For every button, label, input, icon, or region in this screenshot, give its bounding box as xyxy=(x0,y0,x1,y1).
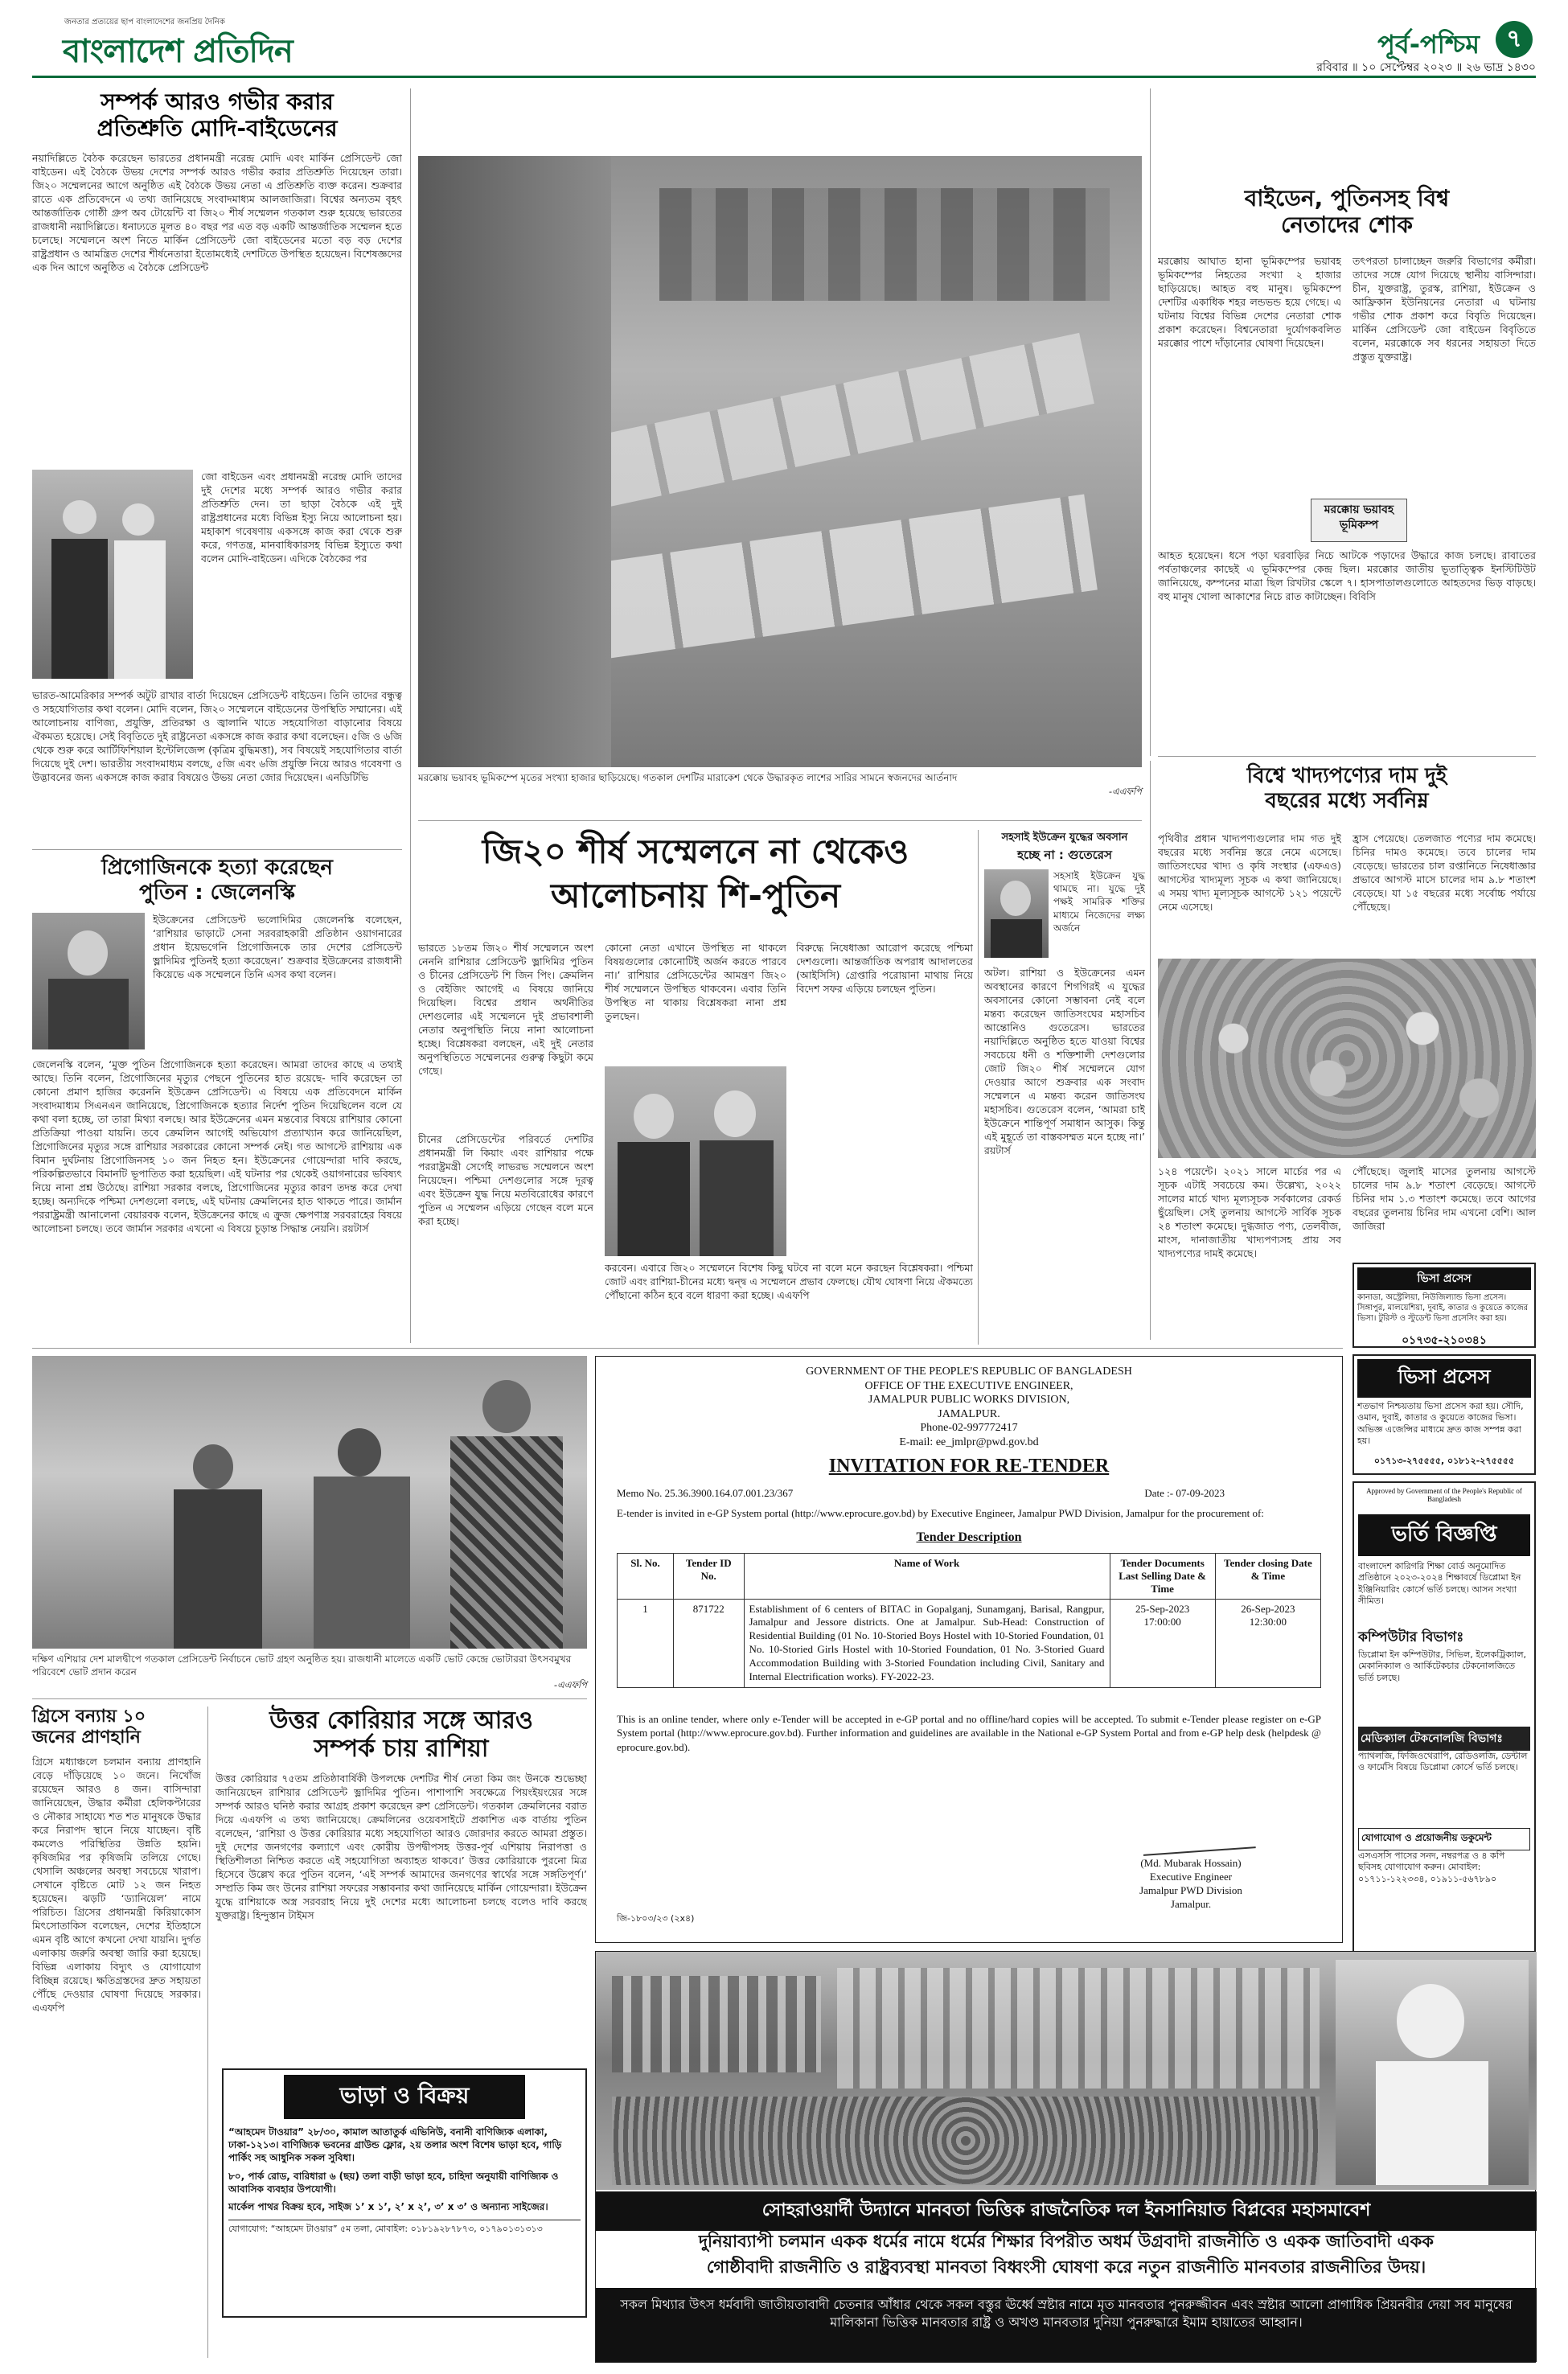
masthead-tagline: জনতার প্রত্যয়ের ছাপ বাংলাদেশের জনপ্রিয় দৈনিক xyxy=(64,18,225,27)
story-guterres xyxy=(984,830,1145,1345)
story-body-2: জো বাইডেন এবং প্রধানমন্ত্রী নরেন্দ্র মোদি তাদের দুই দেশের মধ্যে সম্পর্ক আরও গভীর করার প্রতিশ্রুতি দেন। তা ছাড়া বৈঠকে এই দুই রাষ্ট্রপ্রধানের মধ্যে বিভিন্ন ইস্যু নিয়ে আলোচনা হয়। মহাকাশ গবেষণায় একসঙ্গে কাজ করা থেকে শুরু করে, গণতন্ত্র, মানবাধিকারসহ বিভিন্ন ইস্যুতে কথা বলেন মোদি-বাইডেন। এদিকে বৈঠকের পর xyxy=(201,470,402,565)
story-body-2: হ্রাস পেয়েছে। তেলজাত পণ্যের দাম কমেছে। চিনির দামও কমেছে। তবে চালের দাম বেড়েছে। ভারতের চাল রপ্তানিতে নিষেধাজ্ঞার প্রভাবে আগস্ট মাসে চালের দাম ৯.৮ শতাংশ বেড়েছে। যা ১৫ বছরের মধ্যে সর্বোচ্চ পর্যায়ে পৌঁছেছে। xyxy=(1353,832,1536,913)
story-kicker: সহসাই ইউক্রেন যুদ্ধের অবসান xyxy=(1001,832,1128,844)
cell-sell xyxy=(1110,1599,1215,1687)
morocco-earthquake-photo xyxy=(418,156,1142,767)
headline-line-2: নেতাদের শোক xyxy=(1281,212,1413,239)
story-modi-biden xyxy=(32,88,402,844)
story-body-1: সহসাই ইউক্রেন যুদ্ধ থামছে না। যুদ্ধে দুই পক্ষই সামরিক শক্তির মাধ্যমে নিজেদের লক্ষ্য অর্জনে xyxy=(1053,869,1145,934)
cell-id: 871722 xyxy=(674,1599,745,1687)
newspaper-logo: বাংলাদেশ প্রতিদিন xyxy=(63,33,293,70)
story-body-1: মরক্কোয় আঘাত হানা ভূমিকম্পের ভয়াবহ ভূমিকম্পের নিহতের সংখ্যা ২ হাজার ছাড়িয়েছে। আহত বহু মানুষ। ভূমিকম্পে দেশটির একাধিক শহর লন্ডভন্ড হয়ে গেছে। এ ঘটনায় বিশ্বের বিভিন্ন দেশের নেতারা শোক প্রকাশ করেছেন। বিশ্বনেতারা দুর্যোগকবলিত মরক্কোর পাশে দাঁড়ানোর ঘোষণা দিয়েছেন। xyxy=(1158,255,1341,349)
column-rule xyxy=(1150,88,1151,756)
cell-sl: 1 xyxy=(618,1599,674,1687)
ad-item-1: “আহমেদ টাওয়ার” ২৮/৩০, কামাল আতাতুর্ক এভিনিউ, বনানী বাণিজ্যিক এলাকা, ঢাকা-১২১৩। বাণিজ্যিক ভবনের গ্রাউন্ড ফ্লোর, ২য় তলার অংশ বিশেষ ভাড়া হবে, গাড়ি পার্কিং সহ আধুনিক সকল সুবিধা। xyxy=(228,2126,562,2164)
ad-item-2: ৮০, পার্ক রোড, বারিধারা ৬ (ছয়) তলা বাড়ী ভাড়া হবে, চাহিদা অনুযায়ী বাণিজ্যিক ও আবাসিক ব্যবহার উপযোগী। xyxy=(228,2170,559,2195)
story-body-1: নয়াদিল্লিতে বৈঠক করেছেন ভারতের প্রধানমন্ত্রী নরেন্দ্র মোদি এবং মার্কিন প্রেসিডেন্ট জো বাইডেন। এই বৈঠকে উভয় দেশের সম্পর্ক আরও গভীর করার প্রতিশ্রুতি দিয়েছেন তারা। জি২০ সম্মেলনের আগে অনুষ্ঠিত এই বৈঠকে উভয় নেতা এ প্রতিশ্রুতি ব্যক্ত করেন। শুক্রবার রাতে এক প্রতিবেদনে এ তথ্য জানিয়েছে সংবাদমাধ্যম আলজাজিরা। বিশ্বের অন্যতম বৃহৎ আন্তর্জাতিক গোষ্ঠী গ্রুপ অব টোয়েন্টি বা জি২০ শীর্ষ সম্মেলন গতকাল শুরু হয়েছে ভারতের রাজধানী নয়াদিল্লিতে। ধনাঢ্যতে মূলত ৪০ বছর পর এত বড় একটি আন্তর্জাতিক সম্মেলন হতে চলেছে। সম্মেলনে অংশ নিতে মার্কিন প্রেসিডেন্ট জো বাইডেনের মতো বড় বড় দেশের রাষ্ট্রপ্রধান ও আমন্ত্রিত দেশের শীর্ষনেতারা ইতোমধ্যেই দেশটিতে উপস্থিত হয়েছেন। বিশেষজ্ঞদের এক দিন আগে অনুষ্ঠিত এ বৈঠকে প্রেসিডেন্ট xyxy=(32,152,402,274)
maldives-election-photo xyxy=(32,1356,587,1649)
tender-signature xyxy=(1078,1857,1303,1912)
tender-gov-line-1: GOVERNMENT OF THE PEOPLE'S REPUBLIC OF BANGLADESH xyxy=(806,1366,1132,1378)
tender-table-header xyxy=(618,1553,1321,1599)
tender-desc-title: Tender Description xyxy=(916,1530,1022,1544)
tender-note: This is an online tender, where only e-Tender will be accepted in e-GP portal and no offline/hard copies will be accepted. To submit e-Tender please register on e-GP System portal (http://www.eprocure.gov.bd). Further information and guidelines are available in the National e-GP System Portal and from e-GP help desk (helpdesk @ eprocure.gov.bd). xyxy=(617,1712,1321,1753)
ad-contact: যোগাযোগ: “আহমেদ টাওয়ার” ৫ম তলা, মোবাইল: ০১৮১৯২৮৭৮৭৩, ০১৭৯০১৩১৩১৩ xyxy=(228,2220,581,2235)
guterres-photo xyxy=(984,869,1049,958)
ad-title: ভাড়া ও বিক্রয় xyxy=(284,2075,525,2119)
section-name: পূর্ব-পশ্চিম xyxy=(1377,29,1480,60)
ad-item-3: মার্কেল পাথর বিক্রয় হবে, সাইজ ১’ x ১’, ২’ x ২’, ৩’ x ৩’ ও অন্যান্য সাইজের। xyxy=(228,2200,548,2212)
banner-ad xyxy=(595,1951,1536,2363)
story-body: গ্রিসে মধ্যাঞ্চলে চলমান বন্যায় প্রাণহানি বেড়ে দাঁড়িয়েছে ১০ জনে। নিখোঁজ রয়েছেন আরও ৪ জন। বাসিন্দারা জানিয়েছেন, উদ্ধার কর্মীরা হেলিকপ্টারের ও নৌকার সাহায্যে শত শত মানুষকে উদ্ধার করে নিরাপদ স্থানে নিয়ে যাচ্ছেন। বৃষ্টি কমলেও পরিস্থিতির উন্নতি হয়নি। কৃষিজমির পর কৃষিজমি তলিয়ে গেছে। থেসালি অঞ্চলের অবস্থা সবচেয়ে খারাপ। সেখানে বৃষ্টিতে মোট ১২ জন নিহত হয়েছেন। ঝড়টি ‘ড্যানিয়েল’ নামে পরিচিত। গ্রিসের প্রধানমন্ত্রী কিরিয়াকোস মিৎসোতাকিস বলেছেন, দেশের ইতিহাসে এমন বৃষ্টি আগে কখনো দেখা যায়নি। দুর্গত এলাকায় জরুরি অবস্থা জারি করা হয়েছে। বিভিন্ন এলাকায় বিদ্যুৎ ও যোগাযোগ বিচ্ছিন্ন রয়েছে। ক্ষতিগ্রস্তদের দ্রুত সহায়তা পৌঁছে দেওয়ার ঘোষণা দিয়েছে সরকার। এএফপি xyxy=(32,1755,201,2014)
header-id: Tender ID No. xyxy=(674,1553,745,1599)
rally-photo-collage xyxy=(596,1952,1537,2190)
tender-date: Date :- 07-09-2023 xyxy=(1144,1487,1225,1499)
column-rule xyxy=(978,830,979,1345)
header-work: Name of Work xyxy=(744,1553,1110,1599)
story-body-4: পৌঁছেছে। জুলাই মাসের তুলনায় আগস্টে চালের দাম ৯.৮ শতাংশ বেড়েছে। আগস্টে চিনির দাম ১.৩ শতাংশ কমেছে। তবে আগের বছরের তুলনায় চিনির দাম এখনো বেশি। আল জাজিরা xyxy=(1353,1165,1536,1232)
tender-gov-line-3: JAMALPUR PUBLIC WORKS DIVISION, xyxy=(868,1394,1070,1406)
cell-close xyxy=(1215,1599,1320,1687)
divider xyxy=(418,820,1142,821)
signatory-office: Jamalpur PWD Division xyxy=(1139,1883,1242,1896)
tender-gd-no: জি-১৮০৩/২৩ (২x৪) xyxy=(617,1913,695,1924)
story-body-3: আহত হয়েছেন। ধসে পড়া ঘরবাড়ির নিচে আটকে পড়াদের উদ্ধারে কাজ চলছে। রাবাতের পর্বতাঞ্চলের কাছেই এ ভূমিকম্পের কেন্দ্র ছিল। মরক্কোর জাতীয় ভূতাত্ত্বিক ইনস্টিটিউট জানিয়েছে, কম্পনের মাত্রা ছিল রিখটার স্কেলে ৭। হাসপাতালগুলোতে আহতদের ভিড় বাড়ছে। বহু মানুষ খোলা আকাশের নিচে রাত কাটাচ্ছেন। বিবিসি xyxy=(1158,549,1536,602)
page-number: ৭ xyxy=(1496,21,1533,58)
morocco-photo-block xyxy=(418,156,1142,815)
tender-title: INVITATION FOR RE-TENDER xyxy=(828,1456,1110,1477)
photo-caption: মরক্কোয় ভয়াবহ ভূমিকম্পে মৃতের সংখ্যা হাজার ছাড়িয়েছে। গতকাল দেশটির মারাকেশ থেকে উদ্ধারকৃত লাশের সারির সামনে স্বজনদের আর্তনাদ xyxy=(418,772,958,783)
close-time: 12:30:00 xyxy=(1249,1615,1287,1628)
story-body-2: অটল। রাশিয়া ও ইউক্রেনের এমন অবস্থানের কারণে শিগগিরই এ যুদ্ধের অবসানের কোনো সম্ভাবনা নেই বলে মন্তব্য করেছেন জাতিসংঘের মহাসচিব আন্তোনিও গুতেরেস। ভারতের নয়াদিল্লিতে অনুষ্ঠিত হতে যাওয়া বিশ্বের সবচেয়ে ধনী ও শক্তিশালী দেশগুলোর জোট জি২০ শীর্ষ সম্মেলনে যোগ দেওয়ার আগে শুক্রবার এক সংবাদ সম্মেলনে এ মন্তব্য করেন জাতিসংঘ মহাসচিব। গুতেরেস বলেন, ‘আমরা চাই ইউক্রেনে শান্তিপূর্ণ সমাধান আসুক। কিন্তু এই মুহূর্তে তা বাস্তবসম্মত মনে হচ্ছে না।’ রয়টার্স xyxy=(984,966,1145,1156)
ad-phone: ০১৭৩৫-২১০৩৪১ xyxy=(1402,1334,1487,1347)
ad-title: ভর্তি বিজ্ঞপ্তি xyxy=(1358,1514,1530,1556)
headline-line-1: প্রিগোজিনকে হত্যা করেছেন xyxy=(101,856,333,880)
story-xi-putin xyxy=(418,830,973,1345)
sub-body-contact: এসএসসি পাসের সনদ, নম্বরপত্র ও ৪ কপি ছবিসহ যোগাযোগ করুন। মোবাইল: ০১৭১১-১২২৩৩৪, ০১৯১১-৫৬৭৮৯০ xyxy=(1358,1850,1505,1884)
column-rule xyxy=(1150,761,1151,1340)
headline-line-1: গ্রিসে বন্যায় ১০ xyxy=(32,1707,146,1727)
story-headline xyxy=(32,856,402,905)
story-headline xyxy=(32,1707,201,1748)
modi-biden-photo xyxy=(32,470,193,679)
story-headline xyxy=(1158,185,1536,238)
headline-line-2: আলোচনায় শি-পুতিন xyxy=(550,875,841,915)
story-headline xyxy=(1158,764,1536,813)
header-close-date: Tender closing Date & Time xyxy=(1215,1553,1320,1599)
story-body-4: বিরুদ্ধে নিষেধাজ্ঞা আরোপ করেছে পশ্চিমা দেশগুলো। আন্তর্জাতিক অপরাধ আদালতের (আইসিসি) গ্রেপ্তারি পরোয়ানা মাথায় নিয়ে বিদেশ সফর এড়িয়ে চলছেন পুতিন। xyxy=(796,942,973,995)
tender-email: E-mail: ee_jmlpr@pwd.gov.bd xyxy=(899,1435,1039,1448)
headline-line-2: জনের প্রাণহানি xyxy=(32,1727,141,1748)
story-north-korea xyxy=(215,1707,587,2060)
sell-time: 17:00:00 xyxy=(1143,1615,1181,1628)
tender-gov-line-2: OFFICE OF THE EXECUTIVE ENGINEER, xyxy=(864,1379,1073,1392)
zelensky-photo xyxy=(32,913,145,1049)
date-line: রবিবার ॥ ১০ সেপ্টেম্বর ২০২৩ ॥ ২৬ ভাদ্র ১৪৩০ xyxy=(1316,61,1536,74)
tender-intro: E-tender is invited in e-GP System portal (http://www.eprocure.gov.bd) by Executive Engineer, Jamalpur PWD Division, Jamalpur for the procurement of: xyxy=(617,1507,1264,1519)
inset-label-line-1: মরক্কোয় ভয়াবহ xyxy=(1324,503,1394,516)
banner-title: সোহরাওয়ার্দী উদ্যানে মানবতা ভিত্তিক রাজনৈতিক দল ইনসানিয়াত বিপ্লবের মহাসমাবেশ xyxy=(596,2191,1537,2231)
banner-line-1: দুনিয়াব্যাপী চলমান একক ধর্মের নামে ধর্মের শিক্ষার বিপরীত অধর্ম উগ্রবাদী রাজনীতি ও একক জাতিবাদী একক xyxy=(699,2232,1434,2251)
sub-heading-medical: মেডিক্যাল টেকনোলজি বিভাগঃ xyxy=(1358,1727,1530,1751)
story-body-2: চীনের প্রেসিডেন্টের পরিবর্তে দেশটির প্রধানমন্ত্রী লি কিয়াং এবং রাশিয়ার পক্ষে পররাষ্ট্রমন্ত্রী সের্গেই লাভরভ সম্মেলনে অংশ নিয়েছেন। পশ্চিমা দেশগুলোর সঙ্গে দূরত্ব এবং ইউক্রেন যুদ্ধ নিয়ে মতবিরোধের কারণে পুতিন এ সম্মেলন এড়িয়ে গেছেন বলে মনে করা হচ্ছে। xyxy=(418,1133,593,1227)
signature-mark xyxy=(1142,1827,1255,1856)
story-zelensky xyxy=(32,856,402,1338)
story-body-3: কোনো নেতা এখানে উপস্থিত না থাকলে বিষয়গুলোর কোনোটিই অর্জন করতে পারবে না।’ রাশিয়ার প্রেসিডেন্টের আমন্ত্রণ জি২০ শীর্ষ সম্মেলনে উপস্থিত থাকবেন। এবার তিনি উপস্থিত না থাকায় বিশ্লেষকরা নানা প্রশ্ন তুলছেন। xyxy=(605,942,786,1022)
story-body-2: তৎপরতা চালাচ্ছেন জরুরি বিভাগের কর্মীরা। তাদের সঙ্গে যোগ দিয়েছে স্থানীয় বাসিন্দারা। চীন, যুক্তরাষ্ট্র, তুরস্ক, রাশিয়া, ইউক্রেন ও আফ্রিকান ইউনিয়নের নেতারা এ ঘটনায় গভীর শোক প্রকাশ করে বিবৃতি দিয়েছেন। মার্কিন প্রেসিডেন্ট জো বাইডেন বিবৃতিতে বলেন, মরক্কোকে সব ধরনের সহায়তা দিতে প্রস্তুত যুক্তরাষ্ট্র। xyxy=(1353,255,1536,363)
inset-label-line-2: ভূমিকম্প xyxy=(1339,518,1379,532)
sub-heading-contact: যোগাযোগ ও প্রয়োজনীয় ডকুমেন্ট xyxy=(1358,1828,1530,1850)
tender-gov-line-4: JAMALPUR. xyxy=(938,1407,1000,1420)
story-body-3: ভারত-আমেরিকার সম্পর্ক অটুট রাখার বার্তা দিয়েছেন প্রেসিডেন্ট বাইডেন। তিনি তাদের বন্ধুত্ব ও সহযোগিতার কথা বলেন। মোদি বলেন, জি২০ সম্মেলনে বাইডেনের উপস্থিতি সম্মানের। এই আলোচনায় বাণিজ্য, প্রযুক্তি, প্রতিরক্ষা ও জ্বালানি খাতে সহযোগিতা বাড়ানোর বিষয়ে ঐকমত্য হয়েছে। সেই বিবৃতিতে দুই রাষ্ট্রনেতা একসঙ্গে কাজ করার কথা বলেছেন। ৫জি ও ৬জি থেকে শুরু করে আর্টিফিশিয়াল ইন্টেলিজেন্স (কৃত্রিম বুদ্ধিমত্তা), সব বিষয়েই সহযোগিতার বার্তা দিয়েছে দুই দেশ। ভারতীয় সংবাদমাধ্যম বলছে, ৫জি এবং ৬জি প্রযুক্তি নিয়ে আরও গবেষণা ও উদ্ভাবনের জন্য একসঙ্গে কাজ করার বিষয়েও উভয় নেতা জোর দিয়েছেন। এনডিটিভি xyxy=(32,689,402,784)
story-biden-grief xyxy=(1158,185,1536,828)
divider xyxy=(32,1698,587,1699)
approved-note: Approved by Government of the People's Republic of Bangladesh xyxy=(1366,1487,1522,1503)
column-rule xyxy=(410,88,411,1343)
divider xyxy=(32,849,402,850)
tender-memo: Memo No. 25.36.3900.164.07.001.23/367 xyxy=(617,1487,794,1499)
story-headline xyxy=(215,1707,587,1764)
story-greece-flood xyxy=(32,1707,201,2366)
masthead-rule xyxy=(32,76,1536,78)
ad-visa-2 xyxy=(1353,1354,1536,1475)
sub-body-computer: ডিপ্লোমা ইন কম্পিউটার, সিভিল, ইলেকট্রিক্যাল, মেকানিক্যাল ও আর্কিটেকচার টেকনোলজিতে ভর্তি চলছে। xyxy=(1358,1649,1527,1683)
sub-body-medical: প্যাথলজি, ফিজিওথেরাপি, রেডিওলজি, ডেন্টাল ও ফার্মেসি বিষয়ে ডিপ্লোমা কোর্সে ভর্তি চলছে। xyxy=(1358,1751,1528,1773)
column-rule xyxy=(207,1707,208,2358)
photo-credit: -এএফপি xyxy=(1108,785,1142,797)
banner-footer: সকল মিথ্যার উৎস ধর্মবাদী জাতীয়তাবাদী চেতনার আঁধার থেকে সকল বস্তুর ঊর্ধ্বে স্রষ্টার নামে মৃত মানবতার পুনরুজ্জীবন এবং স্রষ্টার আলো প্রাগাধিক প্রিয়নবীর দেয়া সব মানুষের মালিকানা ভিত্তিক মানবতার রাষ্ট্র ও অখণ্ড মানবতার দুনিয়া পুনরুদ্ধারে ইমাম হায়াতের আহ্বান। xyxy=(596,2288,1537,2362)
sub-heading-computer: কম্পিউটার বিভাগঃ xyxy=(1358,1629,1464,1645)
signatory-place: Jamalpur. xyxy=(1170,1897,1212,1910)
cell-work: Establishment of 6 centers of BITAC in Gopalganj, Sunamganj, Barisal, Rangpur, Jamalpur and Jessore districts. One at Jamalpur. Sub-Head: Construction of Residential Building (01 No. 10-Storied Boys Hostel with 10-Storied Foundation, 01 No. 10-Storied Girls Hostel with 10-Storied Foundation, 01 No. 3-Storied Guard Accommodation Building with 3-Storied Foundation including Civil, Sanitary and Internal Electrification works). FY-2022-23. xyxy=(744,1599,1110,1687)
header-sell-date: Tender Documents Last Selling Date & Time xyxy=(1110,1553,1215,1599)
photo-caption: দক্ষিণ এশিয়ার দেশ মালদ্বীপে গতকাল প্রেসিডেন্ট নির্বাচনে ভোট গ্রহণ অনুষ্ঠিত হয়। রাজধানী মালেতে একটি ভোট কেন্দ্রে ভোটাররা উৎসবমুখর পরিবেশে ভোট প্রদান করেন xyxy=(32,1653,572,1678)
inset-label-box xyxy=(1311,499,1407,542)
table-row xyxy=(618,1599,1321,1687)
tender-table xyxy=(617,1553,1321,1688)
headline-line-1: বিশ্বে খাদ্যপণ্যের দাম দুই xyxy=(1246,764,1447,788)
headline-line-1: জি২০ শীর্ষ সম্মেলনে না থেকেও xyxy=(482,832,909,871)
header-sl: Sl. No. xyxy=(618,1553,674,1599)
story-body: উত্তর কোরিয়ার ৭৫তম প্রতিষ্ঠাবার্ষিকী উপলক্ষে দেশটির শীর্ষ নেতা কিম জং উনকে শুভেচ্ছা জানিয়েছেন রাশিয়ার প্রেসিডেন্ট ভ্লাদিমির পুতিন। পাশাপাশি সবক্ষেত্রে পিয়ংইয়ংয়ের সঙ্গে সম্পর্ক আরও ঘনিষ্ঠ করার আগ্রহ প্রকাশ করেছেন রুশ প্রেসিডেন্ট। গতকাল ক্রেমলিনের বরাত দিয়ে এএফপি এ তথ্য জানিয়েছে। ক্রেমলিনের ওয়েবসাইটে প্রকাশিত এক বার্তায় পুতিন বলেছেন, ‘রাশিয়া ও উত্তর কোরিয়ার মধ্যে সহযোগিতা আরও জোরদার করতে আমরা প্রস্তুত। দুই দেশের জনগণের কল্যাণে এবং কোরীয় উপদ্বীপসহ উত্তর-পূর্ব এশিয়ায় নিরাপত্তা ও স্থিতিশীলতা নিশ্চিত করতে এই সহযোগিতা অব্যাহত থাকবে।’ উত্তর কোরিয়াকে পুরনো মিত্র হিসেবে উল্লেখ করে পুতিন বলেন, ‘এই সম্পর্ক আমাদের জনগণের স্বার্থের সঙ্গে সঙ্গতিপূর্ণ।’ সম্প্রতি কিম জং উনের রাশিয়া সফরের সম্ভাবনার কথা জানিয়েছে মার্কিন গোয়েন্দারা। ইউক্রেন যুদ্ধে রাশিয়াকে অস্ত্র সরবরাহ নিয়ে দুই দেশের মধ্যে আলোচনা চলছে বলেও দাবি করছে যুক্তরাষ্ট্র। হিন্দুস্তান টাইমস xyxy=(215,1772,587,1921)
photo-credit: -এএফপি xyxy=(553,1679,587,1691)
ad-admission xyxy=(1353,1481,1536,1996)
tender-phone: Phone-02-997772417 xyxy=(920,1422,1018,1434)
ad-title: ভিসা প্রসেস xyxy=(1357,1359,1531,1398)
ad-body: কানাডা, অস্ট্রেলিয়া, নিউজিল্যান্ড ভিসা প্রসেস। সিঙ্গাপুর, মালয়েশিয়া, দুবাই, কাতার ও কুয়েতে কাজের ভিসা। টুরিস্ট ও স্টুডেন্ট ভিসা প্রসেসিং করা হয়। xyxy=(1357,1293,1529,1323)
xi-putin-photo xyxy=(605,1066,786,1256)
close-date: 26-Sep-2023 xyxy=(1241,1602,1295,1615)
headline-line-2: বছরের মধ্যে সর্বনিম্ন xyxy=(1265,788,1429,813)
headline-line-2: প্রতিশ্রুতি মোদি-বাইডেনের xyxy=(96,115,338,142)
headline-line-1: সম্পর্ক আরও গভীর করার xyxy=(101,88,334,115)
story-body-1: পৃথিবীর প্রধান খাদ্যপণ্যগুলোর দাম গত দুই বছরের মধ্যে সর্বনিম্ন স্তরে নেমে এসেছে। জাতিসংঘের খাদ্য ও কৃষি সংস্থার (এফএও) আগস্টের খাদ্যমূল্য সূচক এ কথা জানিয়েছে। এ সময় খাদ্য মূল্যসূচক আগস্টে ১২১ পয়েন্টে নেমে এসেছে। xyxy=(1158,832,1341,913)
story-body-5: করবেন। এবারে জি২০ সম্মেলনে বিশেষ কিছু ঘটবে না বলে মনে করছেন বিশ্লেষকরা। পশ্চিমা জোট এবং রাশিয়া-চীনের মধ্যে দ্বন্দ্ব এ সম্মেলনে প্রভাব ফেলছে। যৌথ ঘোষণা নিয়ে ঐকমত্যে পৌঁছানো কঠিন হবে বলে ধারণা করা হচ্ছে। এএফপি xyxy=(605,1262,973,1301)
sell-date: 25-Sep-2023 xyxy=(1135,1602,1190,1615)
story-body-1: ইউক্রেনের প্রেসিডেন্ট ভলোদিমির জেলেনস্কি বলেছেন, ‘রাশিয়ার ভাড়াটে সেনা সরবরাহকারী প্রতিষ্ঠান ওয়াগনারের প্রধান ইয়েভগেনি প্রিগোজিনকে তার দেশের প্রেসিডেন্ট ভ্লাদিমির পুতিনই হত্যা করেছেন।’ শুক্রবার ইউক্রেনের রাজধানী কিয়েভে এক সম্মেলনে তিনি এসব কথা বলেন। xyxy=(153,914,402,981)
story-headline xyxy=(32,88,402,142)
masthead xyxy=(24,14,1544,72)
divider xyxy=(1158,756,1536,757)
ad-phone: ০১৭১৩-২৭৫৫৫৫, ০১৮১২-২৭৫৫৫৫ xyxy=(1373,1456,1515,1466)
story-body-3: ১২৪ পয়েন্টে। ২০২১ সালে মার্চের পর এ সূচক এটাই সবচেয়ে কম। উল্লেখ্য, ২০২২ সালের মার্চে খাদ্য মূল্যসূচক সর্বকালের রেকর্ড ছুঁয়েছিল। সেই তুলনায় আগস্টে সার্বিক সূচক ২৪ শতাংশ কমেছে। দুগ্ধজাত পণ্য, তেলবীজ, মাংস, দানাজাতীয় খাদ্যপণ্যসহ প্রায় সব খাদ্যপণ্যের দামই কমেছে। xyxy=(1158,1165,1341,1259)
story-body-2: জেলেনস্কি বলেন, ‘মুক্ত পুতিন প্রিগোজিনকে হত্যা করেছেন। আমরা তাদের কাছে এ তথ্যই আছে। তিনি বলেন, প্রিগোজিনের মৃত্যুর পেছনে পুতিনের হাত রয়েছে- দাবি করেছেন তা কোনো প্রমাণ হাজির করেননি ইউক্রেন প্রেসিডেন্ট। এ বিষয়ে এক প্রতিবেদনে মার্কিন সংবাদমাধ্যম সিএনএন জানিয়েছে, প্রিগোজিনকে হত্যার নির্দেশ পুতিন দিয়েছিলেন বলে যে কথা বলা হচ্ছে, তা তারা মিথ্যা বলছে। আর ইউক্রেনের এমন মন্তব্যের বিষয়ে রাশিয়ার কোনো প্রতিক্রিয়া পাওয়া যায়নি। তবে ক্রেমলিন আগেই অভিযোগ প্রত্যাখ্যান করে জানিয়েছিল, প্রিগোজিনের মৃত্যুর সঙ্গে রাশিয়ার সরকারের কোনো সম্পর্ক নেই। গত আগস্টে রাশিয়ায় এক বিমান দুর্ঘটনায় প্রিগোজিনসহ ১০ জন নিহত হন। ইউক্রেনের গোয়েন্দারা দাবি করছে, পরিকল্পিতভাবে বিমানটি ভূপাতিত করা হয়েছিল। এই ঘটনার পর থেকেই ওয়াগনারের ভবিষ্যৎ নিয়ে নানা প্রশ্ন উঠেছে। রাশিয়া সরকার বলছে, প্রিগোজিনের মৃত্যুর কারণ তদন্ত করে দেখা হচ্ছে। অন্যদিকে পশ্চিমা দেশগুলো বলছে, এই ঘটনায় ক্রেমলিনের হাত থাকতে পারে। জার্মান পররাষ্ট্রমন্ত্রী আনালেনা বেয়ারবক বলেন, ইউক্রেনের কাছে এ ক্রুজ ক্ষেপণাস্ত্র সরবরাহের বিষয়ে আলোচনা চলছে। তবে জার্মান সরকার এখনো এ বিষয়ে চূড়ান্ত সিদ্ধান্ত নেয়নি। রয়টার্স xyxy=(32,1058,402,1235)
signatory-name: (Md. Mubarak Hossain) xyxy=(1140,1857,1242,1869)
story-headline: হচ্ছে না : গুতেরেস xyxy=(1017,848,1112,862)
ad-visa-1 xyxy=(1353,1263,1536,1348)
ad-body: শতভাগ নিশ্চয়তায় ভিসা প্রসেস করা হয়। সৌদি, ওমান, দুবাই, কাতার ও কুয়েতে কাজের ভিসা। অভিজ্ঞ এজেন্সির মাধ্যমে দ্রুত কাজ সম্পন্ন করা হয়। xyxy=(1357,1401,1524,1446)
divider xyxy=(32,1348,1343,1349)
story-body-1: ভারতে ১৮তম জি২০ শীর্ষ সম্মেলনে অংশ নেননি রাশিয়ার প্রেসিডেন্ট ভ্লাদিমির পুতিন ও চীনের প্রেসিডেন্ট শি জিন পিং। ক্রেমলিন ও বেইজিং আগেই এ বিষয়ে জানিয়ে দিয়েছিল। বিশ্বের প্রধান অর্থনীতির দেশগুলোর এই সম্মেলনে দুই প্রভাবশালী নেতার অনুপস্থিতি নিয়ে নানা আলোচনা হচ্ছে। বিশ্লেষকরা বলছেন, এই দুই নেতার অনুপস্থিতিতে সম্মেলনের গুরুত্ব কিছুটা কমে গেছে। xyxy=(418,942,593,1077)
ad-body: বাংলাদেশ কারিগরি শিক্ষা বোর্ড অনুমোদিত প্রতিষ্ঠানে ২০২৩-২০২৪ শিক্ষাবর্ষে ডিপ্লোমা ইন ইঞ্জিনিয়ারিং কোর্সে ভর্তি চলছে। আসন সংখ্যা সীমিত। xyxy=(1358,1561,1521,1606)
story-headline xyxy=(418,830,973,918)
banner-line-2: গোষ্ঠীবাদী রাজনীতি ও রাষ্ট্রব্যবস্থা মানবতা বিধ্বংসী ঘোষণা করে নতুন রাজনীতি মানবতার রাজনীতির উদয়। xyxy=(706,2257,1426,2277)
ad-title: ভিসা প্রসেস xyxy=(1357,1267,1531,1290)
story-food-prices xyxy=(1158,764,1536,1343)
tender-notice xyxy=(595,1356,1343,1943)
signatory-title: Executive Engineer xyxy=(1149,1870,1233,1883)
headline-line-2: পুতিন : জেলেনস্কি xyxy=(139,880,295,905)
headline-line-2: সম্পর্ক চায় রাশিয়া xyxy=(314,1735,489,1764)
maldives-photo-block xyxy=(32,1356,587,1694)
headline-line-1: বাইডেন, পুতিনসহ বিশ্ব xyxy=(1244,185,1450,212)
food-market-photo xyxy=(1158,959,1536,1158)
ad-rent-sale xyxy=(222,2068,587,2318)
headline-line-1: উত্তর কোরিয়ার সঙ্গে আরও xyxy=(269,1707,533,1735)
